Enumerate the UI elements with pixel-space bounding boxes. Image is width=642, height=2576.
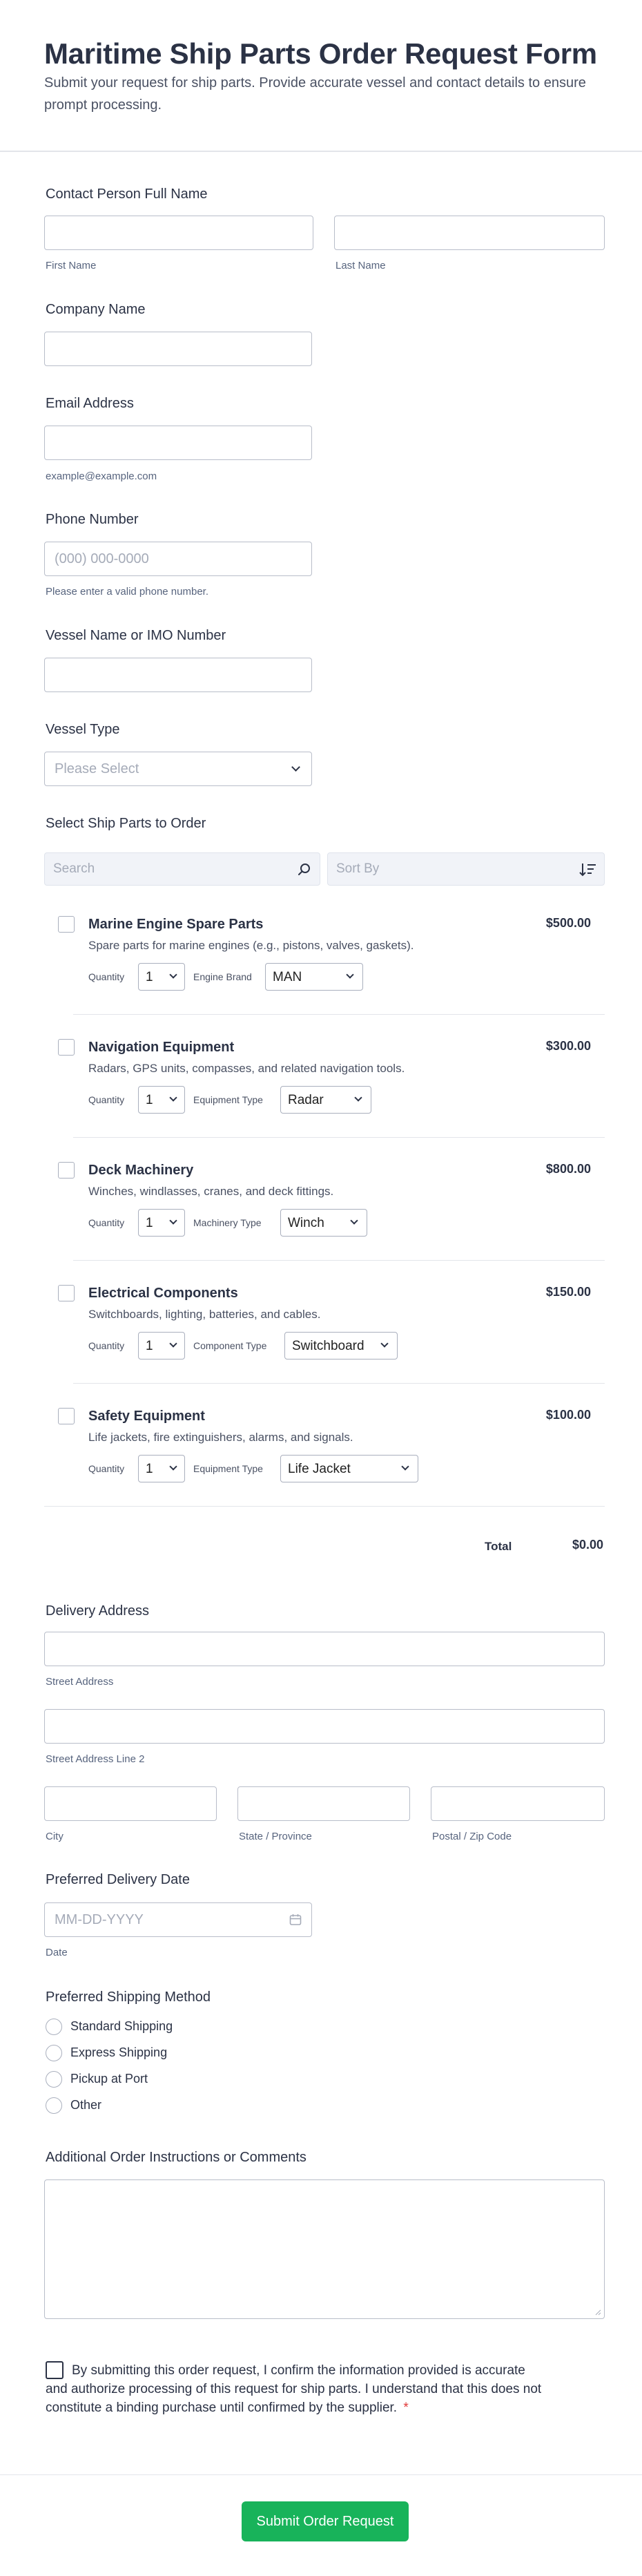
zip-input[interactable] bbox=[431, 1786, 605, 1821]
product-option-select[interactable] bbox=[280, 1209, 367, 1237]
consent-text: By submitting this order request, I confirm the information provided is accurate and authorize processing of this request for ship parts. I understand that this does not constitute a binding purchase until confirmed by the supplier. bbox=[46, 2363, 542, 2415]
product-option-label: Equipment Type bbox=[193, 1094, 263, 1105]
form-header bbox=[0, 0, 642, 152]
quantity-label: Quantity bbox=[88, 1463, 125, 1474]
total-value: $0.00 bbox=[572, 1538, 603, 1552]
quantity-value: 1 bbox=[146, 970, 153, 984]
chevron-down-icon bbox=[169, 1094, 177, 1101]
email-label: Email Address bbox=[46, 396, 134, 411]
product-description: Switchboards, lighting, batteries, and cables. bbox=[88, 1308, 321, 1321]
sort-icon bbox=[579, 861, 597, 878]
street-address-sublabel: Street Address bbox=[46, 1676, 114, 1688]
shipping-method-label: Preferred Shipping Method bbox=[46, 1990, 211, 2005]
product-option-select[interactable] bbox=[284, 1332, 398, 1359]
product-price: $100.00 bbox=[545, 1408, 591, 1422]
product-option-select[interactable] bbox=[280, 1455, 418, 1482]
product-option-label: Component Type bbox=[193, 1340, 267, 1351]
last-name-sublabel: Last Name bbox=[335, 260, 386, 271]
parts-label: Select Ship Parts to Order bbox=[46, 816, 206, 831]
product-description: Winches, windlasses, cranes, and deck fittings. bbox=[88, 1185, 334, 1198]
quantity-label: Quantity bbox=[88, 1340, 125, 1351]
quantity-value: 1 bbox=[146, 1462, 153, 1476]
shipping-option-label: Standard Shipping bbox=[70, 2019, 173, 2033]
state-sublabel: State / Province bbox=[239, 1831, 312, 1842]
total-label: Total bbox=[485, 1540, 512, 1553]
city-input[interactable] bbox=[44, 1786, 217, 1821]
vessel-type-label: Vessel Type bbox=[46, 722, 120, 737]
contact-name-label: Contact Person Full Name bbox=[46, 187, 208, 202]
submit-button[interactable]: Submit Order Request bbox=[242, 2501, 409, 2541]
chevron-down-icon bbox=[169, 1339, 177, 1347]
shipping-radio-express[interactable] bbox=[46, 2045, 62, 2061]
form-title: Maritime Ship Parts Order Request Form bbox=[44, 37, 597, 70]
zip-sublabel: Postal / Zip Code bbox=[432, 1831, 512, 1842]
product-price: $800.00 bbox=[545, 1162, 591, 1176]
comments-textarea[interactable] bbox=[44, 2179, 605, 2319]
chevron-down-icon bbox=[169, 1217, 177, 1224]
shipping-radio-pickup[interactable] bbox=[46, 2071, 62, 2088]
chevron-down-icon bbox=[350, 1217, 358, 1224]
city-sublabel: City bbox=[46, 1831, 64, 1842]
product-name: Safety Equipment bbox=[88, 1409, 205, 1424]
address-label: Delivery Address bbox=[46, 1603, 150, 1619]
quantity-select[interactable] bbox=[138, 1209, 185, 1237]
email-input[interactable] bbox=[44, 426, 312, 460]
phone-sublabel: Please enter a valid phone number. bbox=[46, 586, 208, 598]
street-address-input[interactable] bbox=[44, 1632, 605, 1666]
footer-divider bbox=[0, 2474, 642, 2475]
comments-label: Additional Order Instructions or Comments bbox=[46, 2150, 307, 2165]
form-subtitle: Submit your request for ship parts. Provide accurate vessel and contact details to ensure prompt processing. bbox=[44, 75, 586, 113]
product-option-label: Equipment Type bbox=[193, 1463, 263, 1474]
chevron-down-icon bbox=[354, 1094, 362, 1101]
street-address-line2-input[interactable] bbox=[44, 1709, 605, 1744]
shipping-option-label: Pickup at Port bbox=[70, 2072, 148, 2086]
quantity-select[interactable] bbox=[138, 1332, 185, 1359]
parts-search-placeholder: Search bbox=[53, 861, 95, 876]
first-name-input[interactable] bbox=[44, 216, 313, 250]
required-asterisk: * bbox=[403, 2401, 409, 2415]
product-description: Life jackets, fire extinguishers, alarms, and signals. bbox=[88, 1431, 353, 1444]
calendar-icon[interactable] bbox=[289, 1914, 302, 1926]
last-name-input[interactable] bbox=[334, 216, 605, 250]
product-price: $150.00 bbox=[545, 1285, 591, 1299]
parts-sort-select[interactable] bbox=[327, 852, 605, 886]
delivery-date-input[interactable] bbox=[44, 1902, 312, 1937]
product-divider bbox=[73, 1137, 605, 1138]
quantity-select[interactable] bbox=[138, 1086, 185, 1114]
shipping-radio-standard[interactable] bbox=[46, 2019, 62, 2035]
product-name: Deck Machinery bbox=[88, 1163, 194, 1178]
shipping-radio-other[interactable] bbox=[46, 2097, 62, 2114]
vessel-input[interactable] bbox=[44, 658, 312, 692]
product-name: Navigation Equipment bbox=[88, 1040, 235, 1055]
quantity-label: Quantity bbox=[88, 971, 125, 982]
first-name-sublabel: First Name bbox=[46, 260, 97, 271]
vessel-type-placeholder: Please Select bbox=[55, 761, 139, 776]
product-checkbox[interactable] bbox=[58, 1285, 75, 1301]
product-name: Marine Engine Spare Parts bbox=[88, 917, 264, 932]
delivery-date-label: Preferred Delivery Date bbox=[46, 1872, 190, 1887]
quantity-label: Quantity bbox=[88, 1217, 125, 1228]
product-description: Spare parts for marine engines (e.g., pistons, valves, gaskets). bbox=[88, 939, 414, 952]
chevron-down-icon bbox=[291, 763, 300, 772]
street-address-line2-sublabel: Street Address Line 2 bbox=[46, 1753, 145, 1765]
product-option-label: Machinery Type bbox=[193, 1217, 262, 1228]
parts-search-input[interactable] bbox=[44, 852, 320, 886]
product-option-value: MAN bbox=[273, 970, 302, 984]
shipping-option-label: Other bbox=[70, 2098, 102, 2112]
email-sublabel: example@example.com bbox=[46, 470, 157, 482]
chevron-down-icon bbox=[346, 971, 353, 978]
quantity-value: 1 bbox=[146, 1216, 153, 1230]
quantity-select[interactable] bbox=[138, 963, 185, 991]
vessel-label: Vessel Name or IMO Number bbox=[46, 628, 226, 643]
product-checkbox[interactable] bbox=[58, 916, 75, 933]
delivery-date-placeholder: MM-DD-YYYY bbox=[55, 1912, 144, 1927]
consent-text-block bbox=[46, 2361, 543, 2417]
product-checkbox[interactable] bbox=[58, 1162, 75, 1179]
product-option-label: Engine Brand bbox=[193, 971, 252, 982]
product-option-select[interactable] bbox=[280, 1086, 371, 1114]
product-divider bbox=[73, 1383, 605, 1384]
product-divider bbox=[73, 1014, 605, 1015]
company-name-input[interactable] bbox=[44, 332, 312, 366]
shipping-option-label: Express Shipping bbox=[70, 2045, 168, 2059]
product-option-value: Switchboard bbox=[292, 1339, 364, 1353]
quantity-value: 1 bbox=[146, 1339, 153, 1353]
phone-label: Phone Number bbox=[46, 512, 139, 527]
product-checkbox[interactable] bbox=[58, 1408, 75, 1424]
quantity-select[interactable] bbox=[138, 1455, 185, 1482]
product-option-value: Life Jacket bbox=[288, 1462, 351, 1476]
chevron-down-icon bbox=[169, 971, 177, 978]
product-option-value: Winch bbox=[288, 1216, 324, 1230]
product-price: $500.00 bbox=[545, 916, 591, 930]
phone-placeholder: (000) 000-0000 bbox=[55, 551, 149, 566]
product-divider bbox=[73, 1260, 605, 1261]
state-input[interactable] bbox=[237, 1786, 410, 1821]
phone-input[interactable] bbox=[44, 542, 312, 576]
quantity-label: Quantity bbox=[88, 1094, 125, 1105]
vessel-type-select[interactable] bbox=[44, 752, 312, 786]
resize-handle-icon[interactable] bbox=[594, 2309, 601, 2316]
search-icon bbox=[298, 863, 311, 877]
product-price: $300.00 bbox=[545, 1039, 591, 1053]
product-checkbox[interactable] bbox=[58, 1039, 75, 1056]
product-option-select[interactable] bbox=[265, 963, 363, 991]
quantity-value: 1 bbox=[146, 1093, 153, 1107]
product-description: Radars, GPS units, compasses, and related navigation tools. bbox=[88, 1062, 405, 1075]
chevron-down-icon bbox=[169, 1462, 177, 1470]
product-option-value: Radar bbox=[288, 1093, 324, 1107]
delivery-date-sublabel: Date bbox=[46, 1947, 68, 1958]
total-divider bbox=[44, 1506, 605, 1507]
parts-sort-placeholder: Sort By bbox=[336, 861, 380, 876]
product-name: Electrical Components bbox=[88, 1286, 238, 1301]
chevron-down-icon bbox=[380, 1339, 388, 1347]
company-name-label: Company Name bbox=[46, 302, 146, 317]
chevron-down-icon bbox=[401, 1462, 409, 1470]
